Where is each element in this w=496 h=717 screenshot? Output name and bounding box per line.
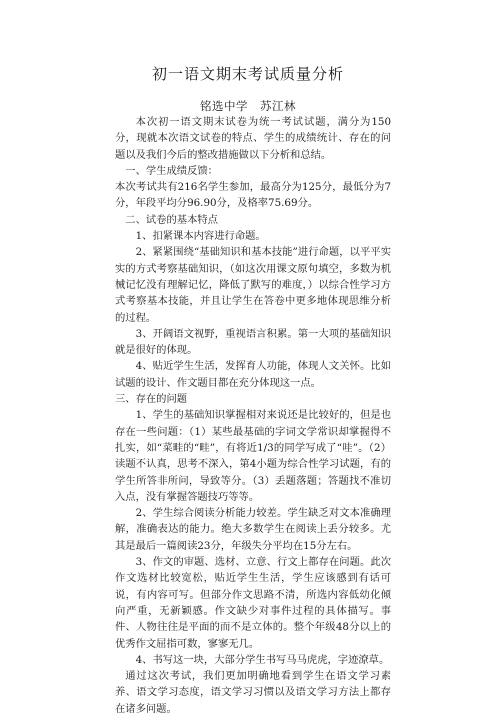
paragraph-feature-4: 4、贴近学生生活，发挥育人功能，体现人文关怀。比如试题的设计、作文题目都在充分体现这一点。 [115,360,391,389]
document-body [115,114,391,717]
paragraph-feature-1: 1、扣紧课本内容进行命题。 [135,230,266,243]
paragraph-conclusion: 通过这次考试，我们更加明确地看到学生在语文学习素养、语文学习态度，语文学习习惯以及语文学习方法上都存在诸多问题。 [115,670,391,715]
heading-paper-features: 二、试卷的基本特点 [125,213,218,226]
paragraph-intro: 本次初一语文期末试卷为统一考试试题，满分为150分，现就本次语文试卷的特点、学生的成绩统计、存在的问题以及我们今后的整改措施做以下分析和总结。 [115,116,391,161]
paragraph-problem-4: 4、书写这一块，大部分学生书写马马虎虎，字迹潦草。 [135,653,390,666]
paragraph-problem-1: 1、学生的基础知识掌握相对来说还是比较好的，但是也存在一些问题：（1）某些最基础的字词文学常识却掌握得不扎实，如“菜畦的“畦”，有将近1/3的同学写成了“哇”。（2）读题不认真，思考不深入，第4小题为综合性学习试题，有的学生所答非所问，导致等分。（3）丢题落题；答题找不准切入点，没有掌握答题技巧等等。 [115,409,391,503]
paragraph-problem-3: 3、作文的审题、选材、立意、行文上都存在问题。此次作文选材比较宽松，贴近学生生活，学生应该感到有话可说，有内容可写。但部分作文思路不清，所选内容低幼化倾向严重，无新颖感。作文缺少对事件过程的具体描写。事件、人物往往是平面的而不是立体的。整个年级48分以上的优秀作文屈指可数，寥寥无几。 [115,556,391,650]
document-title: 初一语文期末考试质量分析 [151,65,344,83]
heading-problems: 三、存在的问题 [115,393,188,406]
paragraph-problem-2: 2、学生综合阅读分析能力较差。学生缺乏对文本准确理解，准确表达的能力。绝大多数学生在阅读上丢分较多。尤其是最后一篇阅读23分，年级失分平均在15分左右。 [115,507,391,552]
author-line: 铭选中学 苏江林 [200,99,296,113]
paragraph-score-stats: 本次考试共有216名学生参加，最高分为125分，最低分为7分，年段平均分96.90分，及格率75.69分。 [115,181,391,210]
paragraph-feature-2: 2、紧紧围绕“基础知识和基本技能”进行命题，以平平实实的方式考察基础知识，（如这次用课文原句填空，多数为机械记忆没有理解记忆，降低了默写的难度，）以综合性学习方式考察基本技能，并且让学生在答卷中更多地体现思维分析的过程。 [115,246,391,324]
paragraph-feature-3: 3、开阔语文视野，重视语言积累。第一大项的基础知识就是很好的体现。 [115,327,391,357]
heading-score-feedback: 一、学生成绩反馈： [125,164,218,177]
